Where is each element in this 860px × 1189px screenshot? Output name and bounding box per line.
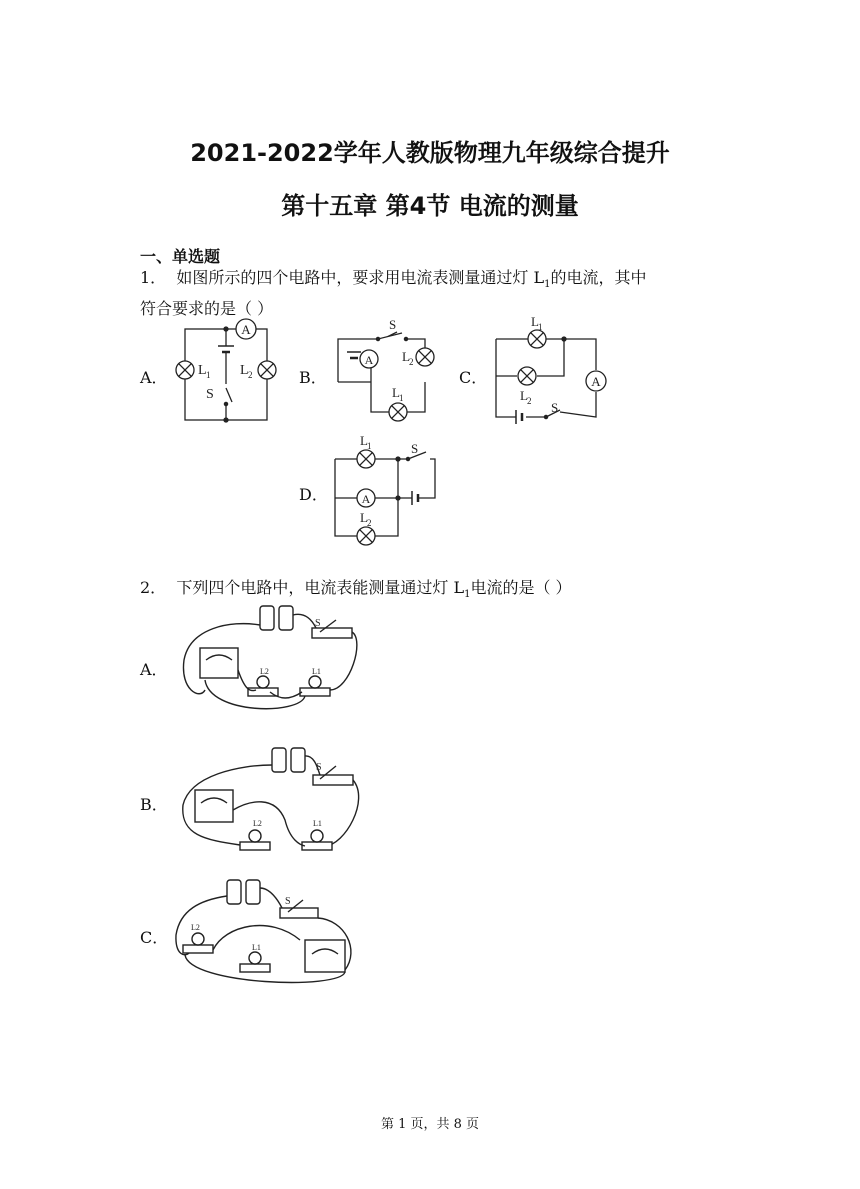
svg-text:1: 1 <box>206 370 211 380</box>
option-label-b: B． <box>299 368 327 387</box>
svg-text:S: S <box>389 317 397 332</box>
svg-text:A: A <box>241 322 251 337</box>
svg-text:S: S <box>285 896 291 907</box>
q2-option-label-b: B． <box>140 795 168 814</box>
question-number: 2． <box>140 578 167 597</box>
subscript: 1 <box>544 279 551 291</box>
q2-option-label-c: C． <box>140 928 169 947</box>
svg-text:L: L <box>360 433 368 448</box>
svg-text:L2: L2 <box>260 667 269 676</box>
svg-text:L: L <box>520 388 528 403</box>
svg-text:S: S <box>551 400 559 415</box>
subscript: 1 <box>464 589 471 601</box>
option-label-a: A． <box>140 368 168 387</box>
question-stem-cont: 的电流，其中 <box>550 268 647 287</box>
svg-text:S: S <box>315 618 321 629</box>
question-number: 1． <box>140 268 167 287</box>
document-title: 2021-2022学年人教版物理九年级综合提升 <box>190 139 670 167</box>
svg-text:L1: L1 <box>313 819 322 828</box>
question-stem-line2: 符合要求的是（ ） <box>140 299 274 319</box>
svg-text:L1: L1 <box>312 667 321 676</box>
sketch-a <box>183 606 356 709</box>
svg-text:L1: L1 <box>252 943 261 952</box>
svg-text:1: 1 <box>399 393 404 403</box>
svg-text:2: 2 <box>409 357 414 367</box>
svg-text:A: A <box>361 492 371 506</box>
svg-text:L: L <box>240 363 249 378</box>
question-stem-cont: 电流的是（ ） <box>470 578 572 597</box>
svg-text:2: 2 <box>248 370 253 380</box>
svg-text:S: S <box>316 762 322 773</box>
svg-text:L2: L2 <box>191 923 200 932</box>
svg-text:L: L <box>392 385 400 400</box>
svg-text:L: L <box>531 314 539 329</box>
svg-text:2: 2 <box>367 518 372 528</box>
option-label-d: D． <box>299 485 328 504</box>
q2-option-label-a: A． <box>140 660 168 679</box>
svg-text:S: S <box>206 387 214 402</box>
document-subtitle: 第十五章 第4节 电流的测量 <box>281 192 579 220</box>
svg-text:S: S <box>411 441 419 456</box>
sketch-c <box>176 880 351 982</box>
sketch-b <box>183 748 359 850</box>
option-label-c: C． <box>459 368 488 387</box>
page-footer: 第 1 页，共 8 页 <box>380 1117 480 1132</box>
section-heading: 一、单选题 <box>140 247 221 266</box>
question-stem: 如图所示的四个电路中，要求用电流表测量通过灯 L <box>176 268 545 287</box>
svg-text:2: 2 <box>527 396 532 406</box>
svg-text:L2: L2 <box>253 819 262 828</box>
svg-text:A: A <box>591 374 601 389</box>
svg-text:L: L <box>360 510 368 525</box>
svg-text:L: L <box>198 363 207 378</box>
question-stem: 下列四个电路中，电流表能测量通过灯 L <box>176 578 465 597</box>
svg-text:A: A <box>364 353 374 367</box>
svg-text:1: 1 <box>538 322 543 332</box>
svg-text:L: L <box>402 349 410 364</box>
svg-text:1: 1 <box>367 441 372 451</box>
